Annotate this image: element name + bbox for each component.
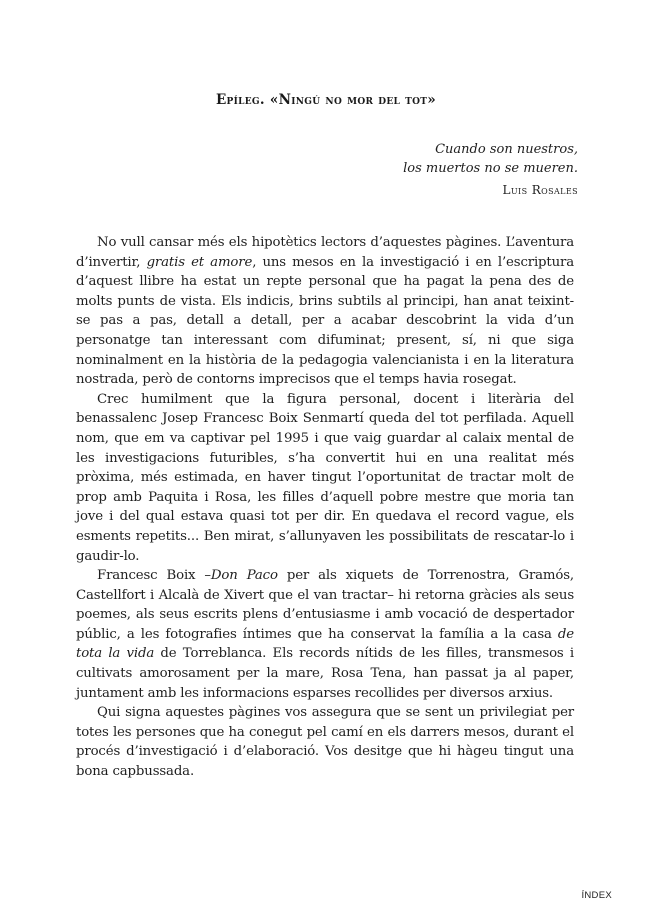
epigraph [403,140,578,200]
paragraph-3-text-c: de Torreblanca. Els records nítids de les filles, transmesos i cultivats amorosament per la mare, Rosa Tena, han passat ja al paper, juntament amb les informacions esparses recollides per diversos arxius. [76,646,574,701]
paragraph-1 [76,233,574,390]
paragraph-2: Crec humilment que la figura personal, docent i literària del benassalenc Josep Francesc Boix Senmartí queda del tot perfilada. Aquell nom, que em va captivar pel 1995 i que vaig guardar al calaix mental de les investigacions futuribles, s’ha convertit hui en una realitat més pròxima, més estimada, en haver tingut l’oportunitat de tractar molt de prop amb Paquita i Rosa, les filles d’aquell pobre mestre que moria tan jove i del qual estava quasi tot per dir. En quedava el record vague, els esments repetits... Ben mirat, s’allunyaven les possibilitats de rescatar-lo i gaudir-lo. [76,391,574,564]
paragraph-4: Qui signa aquestes pàgines vos assegura que se sent un privilegiat per totes les persones que ha conegut pel camí en els darrers mesos, durant el procés d’investigació i d’elaboració. Vos desitge que hi hàgeu tingut una bona capbussada. [76,705,574,780]
paragraph-3-text-a: Francesc Boix – [97,568,211,584]
chapter-title: Epíleg. «Ningú no mor del tot» [215,92,437,108]
epigraph-line-2: los muertos no se mueren. [403,161,578,176]
paragraph-3-text-b: per als xiquets de Torrenostra, Gramós, Castellfort i Alcalà de Xivert que el van tractar– hi retorna gràcies als seus poemes, als seus escrits plens d’entusiasme i amb vocació de despertador públic, a les fotografies íntimes que ha conservat la família a la casa [76,568,574,642]
epigraph-author: Luis Rosales [502,183,578,197]
paragraph-1-text-a: No vull cansar més els hipotètics lectors d’aquestes pàgines. L’aventura d’invertir, [76,235,574,270]
paragraph-1-italic: gratis et amore [146,254,253,270]
paragraph-3-italic-2: de tota la vida [76,626,574,662]
paragraph-3-italic-1: Don Paco [210,568,278,584]
epigraph-line-1: Cuando son nuestros, [435,142,578,157]
index-link[interactable]: ÍNDEX [581,890,612,901]
paragraph-3 [76,566,574,703]
paragraph-1-text-b: , uns mesos en la investigació i en l’escriptura d’aquest llibre ha estat un repte personal que ha pagat la pena des de molts punts de vista. Els indicis, brins subtils al principi, han anat teixint-se pas a pas, detall a detall, per a acabar descobrint la vida d’un personatge tan interessant com difuminat; present, sí, ni que siga nominalment en la història de la pedagogia valencianista i en la literatura nostrada, però de contorns imprecisos que el temps havia rosegat. [76,254,574,388]
body-text [76,233,574,782]
